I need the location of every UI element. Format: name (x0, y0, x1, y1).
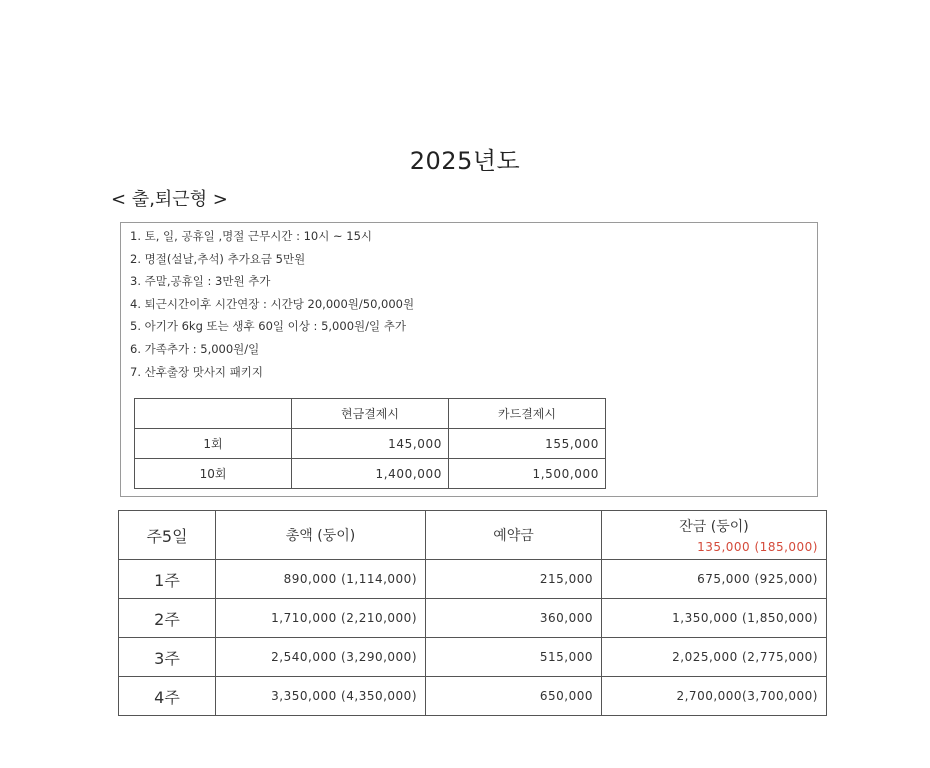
table-cell: 650,000 (426, 677, 602, 716)
balance-header-label: 잔금 (둥이) (679, 519, 749, 535)
table-row (119, 599, 827, 638)
table-cell: 675,000 (925,000) (602, 560, 827, 599)
table-cell: 10회 (135, 459, 292, 489)
page-title: 2025년도 (409, 147, 521, 175)
note-item: 6. 가족추가 : 5,000원/일 (130, 341, 260, 356)
table-row (119, 677, 827, 716)
table-header-cell: 총액 (둥이) (216, 511, 426, 560)
table-row (135, 459, 606, 489)
note-item: 3. 주말,공휴일 : 3만원 추가 (130, 274, 271, 289)
table-header-row (119, 511, 827, 560)
table-header-cell: 예약금 (426, 511, 602, 560)
table-cell: 1,400,000 (292, 459, 449, 489)
weekly-price-table (118, 510, 827, 716)
balance-note: 135,000 (185,000) (697, 540, 818, 554)
table-cell: 1회 (135, 429, 292, 459)
table-header-cell: 현금결제시 (292, 399, 449, 429)
massage-price-table (134, 398, 606, 489)
table-cell: 2주 (119, 599, 216, 638)
note-item: 4. 퇴근시간이후 시간연장 : 시간당 20,000원/50,000원 (130, 296, 415, 311)
table-cell: 3주 (119, 638, 216, 677)
table-cell: 155,000 (449, 429, 606, 459)
table-cell: 3,350,000 (4,350,000) (216, 677, 426, 716)
table-cell: 4주 (119, 677, 216, 716)
table-cell: 515,000 (426, 638, 602, 677)
notes-list (130, 225, 414, 383)
note-item: 5. 아기가 6kg 또는 생후 60일 이상 : 5,000원/일 추가 (130, 319, 406, 334)
table-header-cell (135, 399, 292, 429)
table-cell: 360,000 (426, 599, 602, 638)
table-row (119, 560, 827, 599)
table-header-cell: 카드결제시 (449, 399, 606, 429)
note-item: 1. 토, 일, 공휴일 ,명절 근무시간 : 10시 ~ 15시 (130, 229, 373, 243)
note-item: 2. 명절(설날,추석) 추가요금 5만원 (130, 251, 306, 266)
table-cell: 2,700,000(3,700,000) (602, 677, 827, 716)
table-cell: 2,540,000 (3,290,000) (216, 638, 426, 677)
table-cell: 1,710,000 (2,210,000) (216, 599, 426, 638)
table-cell: 145,000 (292, 429, 449, 459)
section-subtitle: < 출,퇴근형 > (111, 189, 228, 210)
table-header-row (135, 399, 606, 429)
table-header-cell (602, 511, 827, 560)
info-box (120, 222, 818, 497)
table-cell: 1주 (119, 560, 216, 599)
note-item: 7. 산후출장 맛사지 패키지 (130, 364, 264, 379)
table-cell: 1,350,000 (1,850,000) (602, 599, 827, 638)
table-cell: 1,500,000 (449, 459, 606, 489)
table-cell: 2,025,000 (2,775,000) (602, 638, 827, 677)
table-cell: 890,000 (1,114,000) (216, 560, 426, 599)
table-row (135, 429, 606, 459)
table-row (119, 638, 827, 677)
table-cell: 215,000 (426, 560, 602, 599)
table-header-cell: 주5일 (119, 511, 216, 560)
